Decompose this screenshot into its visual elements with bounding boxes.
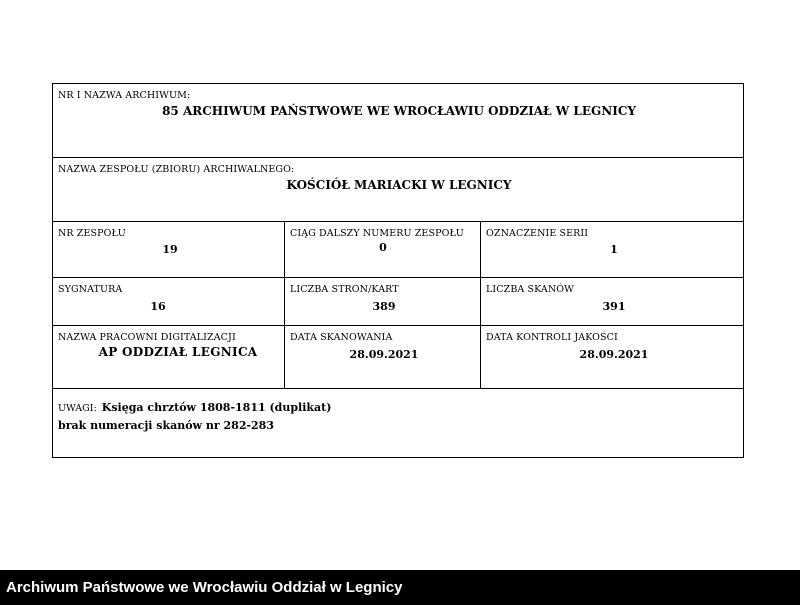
fond-number-cell	[53, 222, 284, 277]
series-cell	[480, 222, 743, 277]
notes-first-line	[58, 396, 331, 415]
pages-value: 389	[372, 300, 396, 313]
fond-number-label: NR ZESPOŁU	[58, 228, 126, 239]
series-value: 1	[610, 243, 618, 256]
signature-label: SYGNATURA	[58, 284, 123, 295]
footer-banner	[0, 570, 800, 605]
collection-label: NAZWA ZESPOŁU (ZBIORU) ARCHIWALNEGO:	[58, 164, 295, 175]
pages-cell	[284, 278, 480, 325]
scan-date-value: 28.09.2021	[349, 348, 419, 361]
signature-row	[53, 278, 743, 326]
scans-cell	[480, 278, 743, 325]
qc-date-cell	[480, 326, 743, 388]
archive-metadata-card	[52, 83, 744, 458]
archive-cell	[53, 84, 743, 157]
notes-label: UWAGI:	[58, 403, 97, 414]
series-label: OZNACZENIE SERII	[486, 228, 589, 239]
digitization-lab-label: NAZWA PRACOWNI DIGITALIZACJI	[58, 332, 236, 343]
scans-value: 391	[602, 300, 626, 313]
notes-line-1: Księga chrztów 1808-1811 (duplikat)	[101, 401, 332, 414]
fond-continuation-value: 0	[379, 241, 387, 254]
collection-cell	[53, 158, 743, 221]
collection-row	[53, 158, 743, 222]
digitization-lab-value: AP ODDZIAŁ LEGNICA	[98, 345, 258, 359]
digitization-row	[53, 326, 743, 389]
archive-value: 85 ARCHIWUM PAŃSTWOWE WE WROCŁAWIU ODDZIAŁ W LEGNICY	[162, 104, 636, 118]
fond-continuation-cell	[284, 222, 480, 277]
pages-label: LICZBA STRON/KART	[290, 284, 399, 295]
archive-row	[53, 84, 743, 158]
signature-cell	[53, 278, 284, 325]
notes-row	[53, 389, 743, 459]
signature-value: 16	[150, 300, 166, 313]
scan-date-label: DATA SKANOWANIA	[290, 332, 393, 343]
qc-date-label: DATA KONTROLI JAKOŚCI	[486, 332, 618, 343]
fond-row	[53, 222, 743, 278]
scans-label: LICZBA SKANÓW	[486, 284, 575, 295]
scan-date-cell	[284, 326, 480, 388]
notes-line-2: brak numeracji skanów nr 282-283	[58, 419, 274, 432]
notes-cell	[53, 389, 743, 459]
fond-continuation-label: CIĄG DALSZY NUMERU ZESPOŁU	[290, 228, 464, 239]
digitization-lab-cell	[53, 326, 284, 388]
fond-number-value: 19	[162, 243, 178, 256]
qc-date-value: 28.09.2021	[579, 348, 649, 361]
collection-value: KOŚCIÓŁ MARIACKI W LEGNICY	[286, 178, 512, 192]
archive-label: NR I NAZWA ARCHIWUM:	[58, 90, 191, 101]
notes-second-line	[58, 414, 274, 433]
footer-text: Archiwum Państwowe we Wrocławiu Oddział w Legnicy	[6, 579, 403, 596]
